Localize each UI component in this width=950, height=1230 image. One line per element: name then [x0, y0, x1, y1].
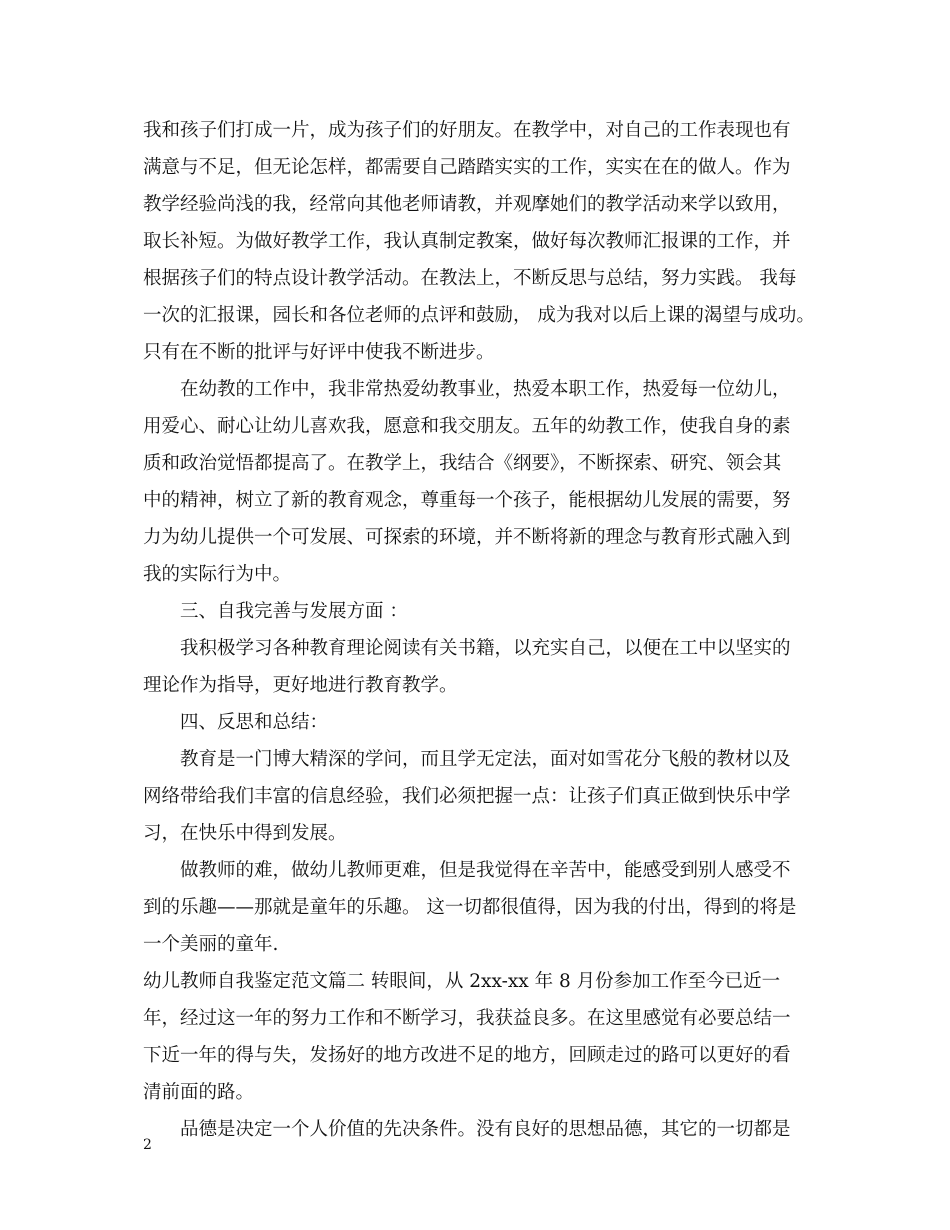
text-line: 清前面的路。 — [143, 1082, 255, 1103]
text-line: 做教师的难，做幼儿教师更难，但是我觉得在辛苦中，能感受到别人感受不 — [180, 860, 791, 881]
text-line: 下近一年的得与失，发扬好的地方改进不足的地方，回顾走过的路可以更好的看 — [143, 1045, 791, 1066]
text-line: 用爱心、耐心让幼儿喜欢我，愿意和我交朋友。五年的幼教工作，使我自身的素 — [143, 416, 791, 437]
page-number: 2 — [143, 1137, 152, 1153]
text-line: 一次的汇报课，园长和各位老师的点评和鼓励， 成为我对以后上课的渴望与成功。 — [143, 305, 815, 326]
text-line: 取长补短。为做好教学工作，我认真制定教案，做好每次教师汇报课的工作，并 — [143, 231, 791, 252]
text-line: 我的实际行为中。 — [143, 564, 292, 585]
text-line: 我积极学习各种教育理论阅读有关书籍，以充实自己，以便在工中以坚实的 — [180, 638, 791, 659]
text-line: 品德是决定一个人价值的先决条件。没有良好的思想品德，其它的一切都是 — [180, 1119, 791, 1140]
text-line: 理论作为指导，更好地进行教育教学。 — [143, 675, 458, 696]
text-line: 一个美丽的童年. — [143, 934, 279, 955]
text-line: 在幼教的工作中，我非常热爱幼教事业，热爱本职工作，热爱每一位幼儿， — [180, 379, 791, 400]
text-line: 根据孩子们的特点设计教学活动。在教法上，不断反思与总结，努力实践。 我每 — [143, 268, 797, 289]
section-heading: 四、反思和总结： — [180, 712, 329, 733]
text-line: 我和孩子们打成一片，成为孩子们的好朋友。在教学中，对自己的工作表现也有 — [143, 120, 791, 141]
text-line: 只有在不断的批评与好评中使我不断进步。 — [143, 342, 495, 363]
text-line: 教育是一门博大精深的学问，而且学无定法，面对如雪花分飞般的教材以及 — [180, 749, 791, 770]
text-line: 中的精神，树立了新的教育观念，尊重每一个孩子，能根据幼儿发展的需要，努 — [143, 490, 791, 511]
text-line: 教学经验尚浅的我，经常向其他老师请教，并观摩她们的教学活动来学以致用， — [143, 194, 791, 215]
text-line: 网络带给我们丰富的信息经验，我们必须把握一点：让孩子们真正做到快乐中学 — [143, 786, 791, 807]
text-line: 年，经过这一年的努力工作和不断学习，我获益良多。在这里感觉有必要总结一 — [143, 1008, 791, 1029]
text-line: 满意与不足，但无论怎样，都需要自己踏踏实实的工作，实实在在的做人。作为 — [143, 157, 791, 178]
article-title-line: 幼儿教师自我鉴定范文篇二 转眼间，从 2xx-xx 年 8 月份参加工作至今已近一 — [143, 971, 781, 992]
text-line: 习，在快乐中得到发展。 — [143, 823, 347, 844]
section-heading: 三、自我完善与发展方面 ： — [180, 601, 408, 622]
text-line: 力为幼儿提供一个可发展、可探索的环境，并不断将新的理念与教育形式融入到 — [143, 527, 791, 548]
text-line: 质和政治觉悟都提高了。在教学上，我结合《纲要》，不断探索、研究、领会其 — [143, 453, 782, 474]
text-line: 到的乐趣——那就是童年的乐趣。 这一切都很值得，因为我的付出，得到的将是 — [143, 897, 797, 918]
